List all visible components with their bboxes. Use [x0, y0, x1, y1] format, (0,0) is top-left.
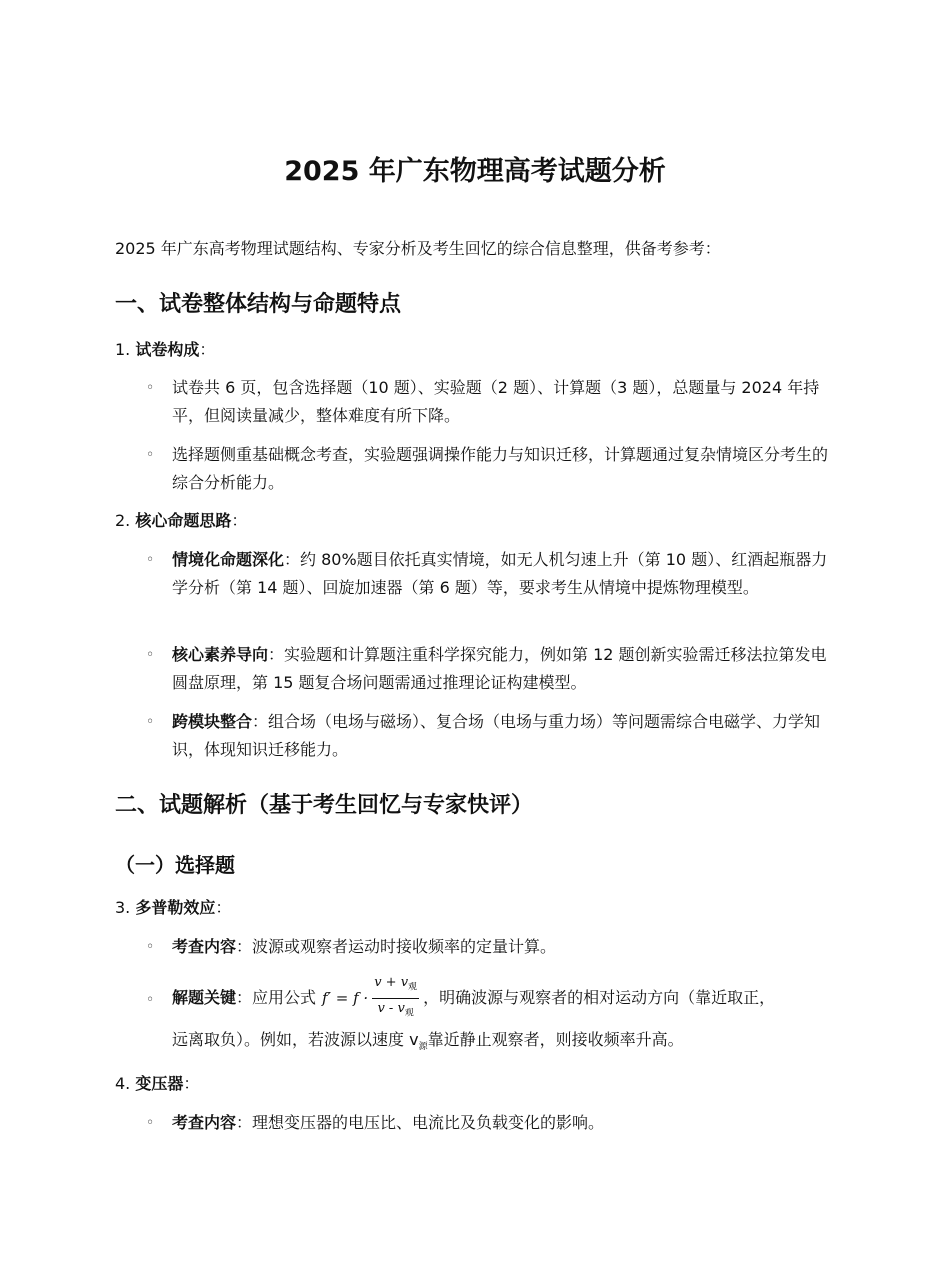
formula-denominator: v - $v_观$	[377, 1000, 414, 1019]
item3-bullet-2-label: 解题关键	[172, 988, 237, 1007]
item3-bullet-2-post: ，明确波源与观察者的相对运动方向（靠近取正，	[423, 988, 776, 1007]
item4-bullet-1	[172, 1109, 837, 1137]
document-title: 2025 年广东物理高考试题分析	[284, 156, 666, 187]
item3-bullet-1-label: 考查内容	[172, 937, 237, 956]
section1-heading: 一、试卷整体结构与命题特点	[115, 292, 402, 317]
item2-bullet-2-text: ：实验题和计算题注重科学探究能力，例如第 12 题创新实验需迁移法拉第发电圆盘原理，第 15 题复合场问题需通过推理论证构建模型。	[172, 645, 827, 692]
item2-bullet-1-label: 情境化命题深化	[172, 550, 285, 569]
item2-bullet-3	[172, 708, 837, 764]
item1-bullet-2: 选择题侧重基础概念考查，实验题强调操作能力与知识迁移，计算题通过复杂情境区分考生的综合分析能力。	[172, 445, 829, 492]
item2-bullet-1-text: ：约 80%题目依托真实情境，如无人机匀速上升（第 10 题）、红酒起瓶器力学分析（第 14 题）、回旋加速器（第 6 题）等，要求考生从情境中提炼物理模型。	[172, 550, 828, 597]
item3-bullet-2-pre: ：应用公式	[236, 988, 317, 1007]
bullet-marker: ◦	[146, 380, 155, 396]
item1-colon: ：	[199, 340, 216, 359]
item3-bullet-2	[172, 971, 837, 1062]
item3-bullet-2-line2: 远离取负）。例如，若波源以速度 $v_源$靠近静止观察者，则接收频率升高。	[172, 1030, 684, 1053]
formula-lhs: f′ = f ·	[322, 989, 369, 1007]
item3-bullet-1-text: ：波源或观察者运动时接收频率的定量计算。	[236, 937, 557, 956]
item2-label: 核心命题思路	[135, 511, 232, 530]
item1-bullet-1: 试卷共 6 页，包含选择题（10 题）、实验题（2 题）、计算题（3 题），总题量与 2024 年持平，但阅读量减少，整体难度有所下降。	[172, 378, 820, 425]
item2-bullet-3-label: 跨模块整合	[172, 712, 253, 731]
formula-numerator: $v + v_观$	[372, 975, 419, 999]
item4-bullet-1-label: 考查内容	[172, 1113, 237, 1132]
velocity-subscript: 源	[418, 1042, 428, 1053]
item2-bullet-2	[172, 641, 837, 697]
bullet-marker: ◦	[146, 939, 155, 955]
item3-colon: ：	[215, 898, 232, 917]
item4-number: 4.	[115, 1074, 131, 1093]
item2-heading	[115, 509, 247, 533]
item3-number: 3.	[115, 898, 131, 917]
bullet-marker: ◦	[146, 714, 155, 730]
bullet-marker: ◦	[146, 447, 155, 463]
item4-bullet-1-text: ：理想变压器的电压比、电流比及负载变化的影响。	[236, 1113, 605, 1132]
item2-bullet-3-text: ：组合场（电场与磁场）、复合场（电场与重力场）等问题需综合电磁学、力学知识，体现知识迁移能力。	[172, 712, 821, 759]
section2-heading: 二、试题解析（基于考生回忆与专家快评）	[115, 793, 534, 818]
item1-label: 试卷构成	[135, 340, 200, 359]
doppler-formula-fraction	[372, 975, 419, 1021]
item1-number: 1.	[115, 340, 131, 359]
item3-label: 多普勒效应	[135, 898, 216, 917]
item2-number: 2.	[115, 511, 131, 530]
bullet-marker: ◦	[146, 1115, 155, 1131]
bullet-marker: ◦	[146, 647, 155, 663]
section2-subheading: （一）选择题	[115, 853, 235, 877]
intro-paragraph: 2025 年广东高考物理试题结构、专家分析及考生回忆的综合信息整理，供备考参考：	[115, 239, 721, 258]
item1-heading	[115, 338, 215, 362]
item2-bullet-1	[172, 546, 837, 602]
item3-heading	[115, 896, 231, 920]
item4-heading	[115, 1072, 199, 1096]
item2-colon: ：	[231, 511, 248, 530]
item4-colon: ：	[183, 1074, 200, 1093]
bullet-marker: ◦	[146, 552, 155, 568]
bullet-marker: ◦	[146, 992, 155, 1008]
item3-bullet-1	[172, 933, 837, 961]
item4-label: 变压器	[135, 1074, 184, 1093]
item2-bullet-2-label: 核心素养导向	[172, 645, 269, 664]
